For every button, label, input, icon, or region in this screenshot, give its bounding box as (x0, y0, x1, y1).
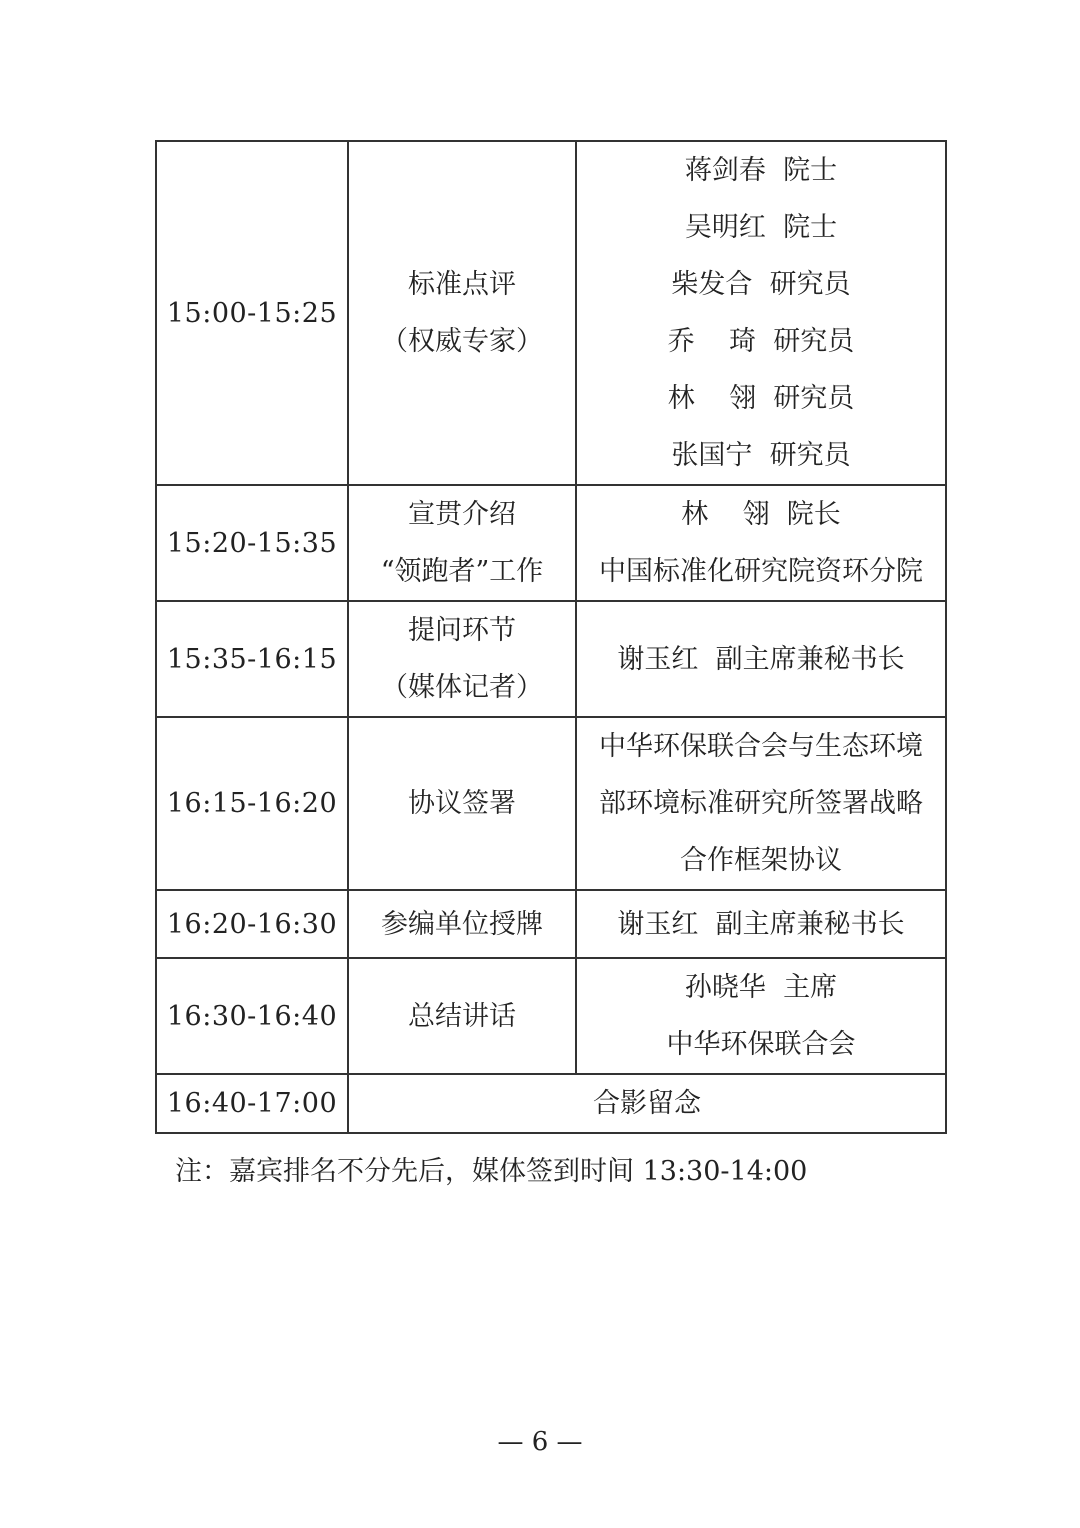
time-cell: 15:00-15:25 (156, 141, 348, 485)
people-cell (576, 717, 946, 890)
person-line: 孙晓华 主席 (684, 972, 838, 1003)
time-cell: 16:15-16:20 (156, 717, 348, 890)
table-row (156, 601, 946, 717)
person-line: 蒋剑春 院士 (684, 155, 838, 186)
person-line: 乔 琦 研究员 (667, 326, 855, 357)
time-cell: 15:20-15:35 (156, 485, 348, 601)
item-line: 参编单位授牌 (381, 908, 543, 940)
person-line: 谢玉红 副主席兼秘书长 (617, 643, 905, 675)
table-row (156, 1074, 946, 1133)
footnote: 注：嘉宾排名不分先后，媒体签到时间 13:30-14:00 (175, 1156, 808, 1187)
item-line: “领跑者”工作 (380, 556, 544, 587)
table-row (156, 485, 946, 601)
person-line: 林 翎 院长 (681, 499, 841, 530)
item-line: 协议签署 (408, 788, 516, 819)
item-line: 总结讲话 (408, 1000, 516, 1032)
agenda-table (155, 140, 947, 1134)
person-line: 张国宁 研究员 (671, 440, 851, 471)
person-line: 合作框架协议 (680, 845, 842, 876)
people-cell (576, 958, 946, 1074)
people-cell (576, 141, 946, 485)
people-cell (576, 485, 946, 601)
person-line: 中国标准化研究院资环分院 (599, 556, 923, 587)
time-cell: 15:35-16:15 (156, 601, 348, 717)
people-cell (576, 601, 946, 717)
table-row (156, 141, 946, 485)
person-line: 谢玉红 副主席兼秘书长 (617, 908, 905, 940)
table-row (156, 890, 946, 958)
table-row (156, 717, 946, 890)
time-cell: 16:40-17:00 (156, 1074, 348, 1133)
item-cell (348, 601, 576, 717)
item-line: 宣贯介绍 (408, 499, 516, 530)
people-cell (576, 890, 946, 958)
time-cell: 16:20-16:30 (156, 890, 348, 958)
time-cell: 16:30-16:40 (156, 958, 348, 1074)
person-line: 林 翎 研究员 (667, 383, 855, 414)
item-cell (348, 890, 576, 958)
person-line: 中华环保联合会 (666, 1029, 856, 1060)
table-row (156, 958, 946, 1074)
item-cell (348, 717, 576, 890)
item-line: （媒体记者） (381, 672, 543, 703)
person-line: 柴发合 研究员 (671, 269, 851, 300)
item-cell (348, 958, 576, 1074)
merged-cell: 合影留念 (348, 1074, 946, 1133)
item-cell (348, 141, 576, 485)
item-line: （权威专家） (381, 326, 543, 357)
item-cell (348, 485, 576, 601)
person-line: 部环境标准研究所签署战略 (599, 788, 923, 819)
person-line: 中华环保联合会与生态环境 (599, 731, 923, 762)
item-line: 标准点评 (408, 269, 516, 300)
page-number: — 6 — (497, 1427, 583, 1457)
person-line: 吴明红 院士 (684, 212, 838, 243)
item-line: 提问环节 (408, 615, 516, 646)
